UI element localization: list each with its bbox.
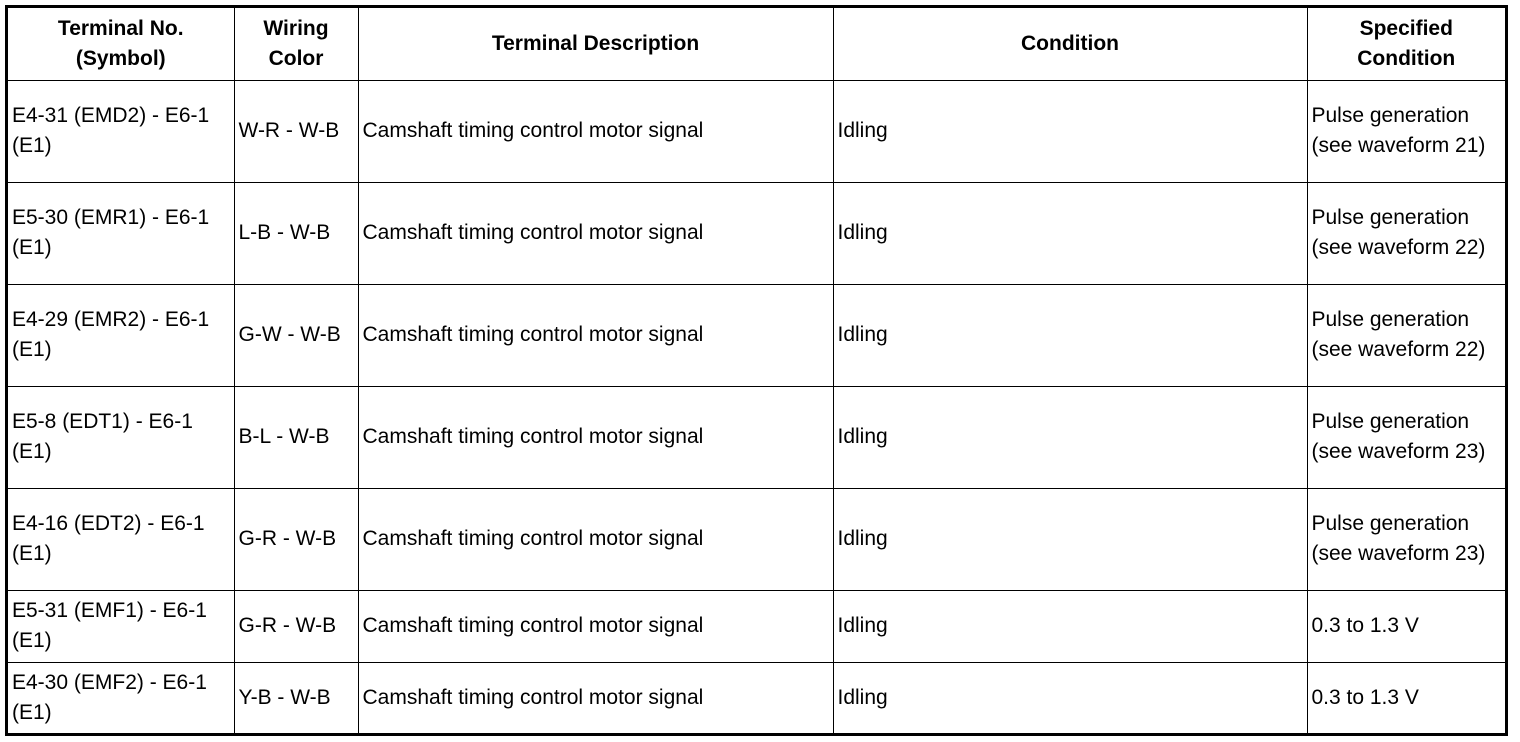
cell-wiring-color: G-W - W-B bbox=[234, 284, 358, 386]
table-row bbox=[8, 590, 1505, 662]
table-row bbox=[8, 284, 1505, 386]
cell-description: Camshaft timing control motor signal bbox=[358, 488, 833, 590]
cell-condition: Idling bbox=[833, 284, 1307, 386]
cell-specified-condition: Pulse generation (see waveform 21) bbox=[1307, 80, 1505, 182]
cell-wiring-color: G-R - W-B bbox=[234, 590, 358, 662]
header-specified-condition: Specified Condition bbox=[1307, 8, 1505, 80]
cell-condition: Idling bbox=[833, 80, 1307, 182]
terminal-table-frame bbox=[5, 5, 1508, 736]
table-row bbox=[8, 386, 1505, 488]
cell-wiring-color: G-R - W-B bbox=[234, 488, 358, 590]
cell-terminal: E4-29 (EMR2) - E6-1 (E1) bbox=[8, 284, 234, 386]
cell-condition: Idling bbox=[833, 488, 1307, 590]
cell-description: Camshaft timing control motor signal bbox=[358, 182, 833, 284]
cell-terminal: E5-8 (EDT1) - E6-1 (E1) bbox=[8, 386, 234, 488]
cell-wiring-color: Y-B - W-B bbox=[234, 662, 358, 734]
cell-wiring-color: B-L - W-B bbox=[234, 386, 358, 488]
cell-description: Camshaft timing control motor signal bbox=[358, 284, 833, 386]
cell-terminal: E5-30 (EMR1) - E6-1 (E1) bbox=[8, 182, 234, 284]
table-row bbox=[8, 488, 1505, 590]
cell-specified-condition: 0.3 to 1.3 V bbox=[1307, 590, 1505, 662]
cell-specified-condition: Pulse generation (see waveform 23) bbox=[1307, 488, 1505, 590]
cell-condition: Idling bbox=[833, 182, 1307, 284]
cell-specified-condition: Pulse generation (see waveform 23) bbox=[1307, 386, 1505, 488]
table-row bbox=[8, 662, 1505, 734]
cell-condition: Idling bbox=[833, 662, 1307, 734]
cell-specified-condition: Pulse generation (see waveform 22) bbox=[1307, 182, 1505, 284]
cell-terminal: E5-31 (EMF1) - E6-1 (E1) bbox=[8, 590, 234, 662]
table-row bbox=[8, 182, 1505, 284]
cell-specified-condition: 0.3 to 1.3 V bbox=[1307, 662, 1505, 734]
cell-wiring-color: L-B - W-B bbox=[234, 182, 358, 284]
cell-description: Camshaft timing control motor signal bbox=[358, 662, 833, 734]
cell-wiring-color: W-R - W-B bbox=[234, 80, 358, 182]
cell-description: Camshaft timing control motor signal bbox=[358, 386, 833, 488]
cell-description: Camshaft timing control motor signal bbox=[358, 80, 833, 182]
cell-condition: Idling bbox=[833, 590, 1307, 662]
cell-terminal: E4-30 (EMF2) - E6-1 (E1) bbox=[8, 662, 234, 734]
cell-condition: Idling bbox=[833, 386, 1307, 488]
cell-terminal: E4-31 (EMD2) - E6-1 (E1) bbox=[8, 80, 234, 182]
terminal-table bbox=[8, 8, 1505, 734]
header-wiring-color: Wiring Color bbox=[234, 8, 358, 80]
table-header-row bbox=[8, 8, 1505, 80]
cell-specified-condition: Pulse generation (see waveform 22) bbox=[1307, 284, 1505, 386]
header-terminal-description: Terminal Description bbox=[358, 8, 833, 80]
cell-description: Camshaft timing control motor signal bbox=[358, 590, 833, 662]
header-condition: Condition bbox=[833, 8, 1307, 80]
cell-terminal: E4-16 (EDT2) - E6-1 (E1) bbox=[8, 488, 234, 590]
header-terminal-no: Terminal No. (Symbol) bbox=[8, 8, 234, 80]
table-row bbox=[8, 80, 1505, 182]
